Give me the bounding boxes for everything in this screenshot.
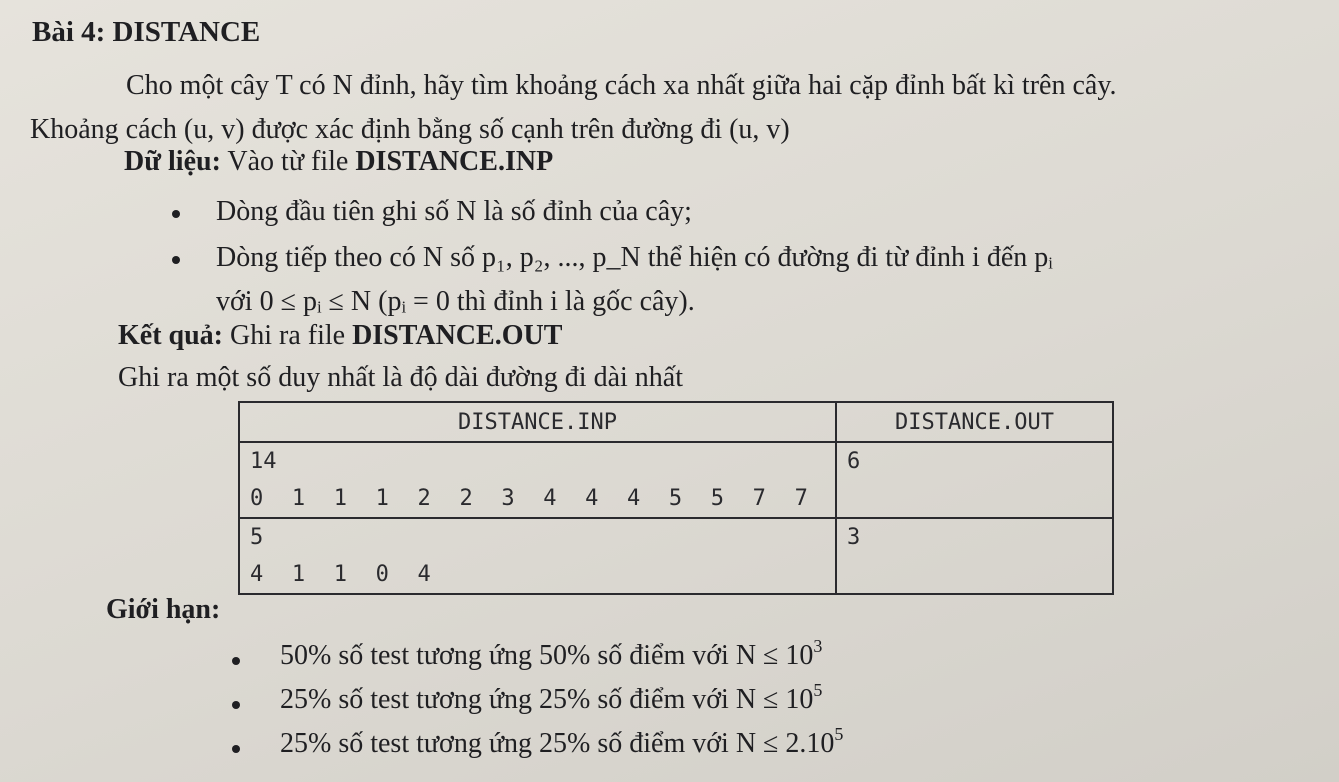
table-header-output: DISTANCE.OUT [836,402,1113,442]
output-text: Ghi ra file [230,320,346,351]
table-header-row [239,402,1113,442]
table-cell-input [239,442,836,518]
output-description: Ghi ra một số duy nhất là độ dài đường đi dài nhất [118,362,684,393]
limit-item [280,680,823,716]
table-cell-input [239,518,836,594]
input-bullet-2: Dòng tiếp theo có N số p₁, p₂, ..., p_N thể hiện có đường đi từ đỉnh i đến pᵢ [216,242,1053,273]
input-line: 4 1 1 0 4 [250,562,439,587]
bullet-dot-icon [232,701,240,709]
table-cell-output [836,518,1113,594]
output-section [118,320,562,352]
limit-text: 50% số test tương ứng 50% số điểm với N ≤ 10 [280,640,814,671]
bullet-dot-icon [232,657,240,665]
bullet-dot-icon [172,256,180,264]
intro-line-1: Cho một cây T có N đỉnh, hãy tìm khoảng cách xa nhất giữa hai cặp đỉnh bất kì trên cây. [126,70,1117,101]
input-section [124,146,553,178]
limit-item [280,724,844,760]
limit-exponent: 5 [813,680,823,700]
input-bullet-1: Dòng đầu tiên ghi số N là số đỉnh của cây; [216,196,692,227]
input-file: DISTANCE.INP [355,146,554,177]
input-line: 0 1 1 1 2 2 3 4 4 4 5 5 7 7 [250,486,816,511]
table-row [239,518,1113,594]
table-header-input: DISTANCE.INP [239,402,836,442]
example-table [238,401,1114,595]
input-label: Dữ liệu: [124,146,221,177]
output-label: Kết quả: [118,320,223,351]
limit-exponent: 5 [834,724,844,744]
intro-line-2: Khoảng cách (u, v) được xác định bằng số cạnh trên đường đi (u, v) [30,114,790,145]
limits-label: Giới hạn: [106,594,221,625]
limit-item [280,636,823,672]
input-line: 5 [250,525,264,550]
input-text: Vào từ file [227,146,349,177]
input-bullet-2-cont: với 0 ≤ pᵢ ≤ N (pᵢ = 0 thì đỉnh i là gốc cây). [216,286,695,317]
table-row [239,442,1113,518]
limit-text: 25% số test tương ứng 25% số điểm với N ≤ 2.10 [280,728,835,759]
output-file: DISTANCE.OUT [352,320,563,351]
input-line: 14 [250,449,277,474]
limit-exponent: 3 [813,636,823,656]
output-value: 6 [847,449,861,474]
limit-text: 25% số test tương ứng 25% số điểm với N ≤ 10 [280,684,814,715]
bullet-dot-icon [172,210,180,218]
output-value: 3 [847,525,861,550]
bullet-dot-icon [232,745,240,753]
table-cell-output [836,442,1113,518]
problem-title: Bài 4: DISTANCE [32,16,261,48]
